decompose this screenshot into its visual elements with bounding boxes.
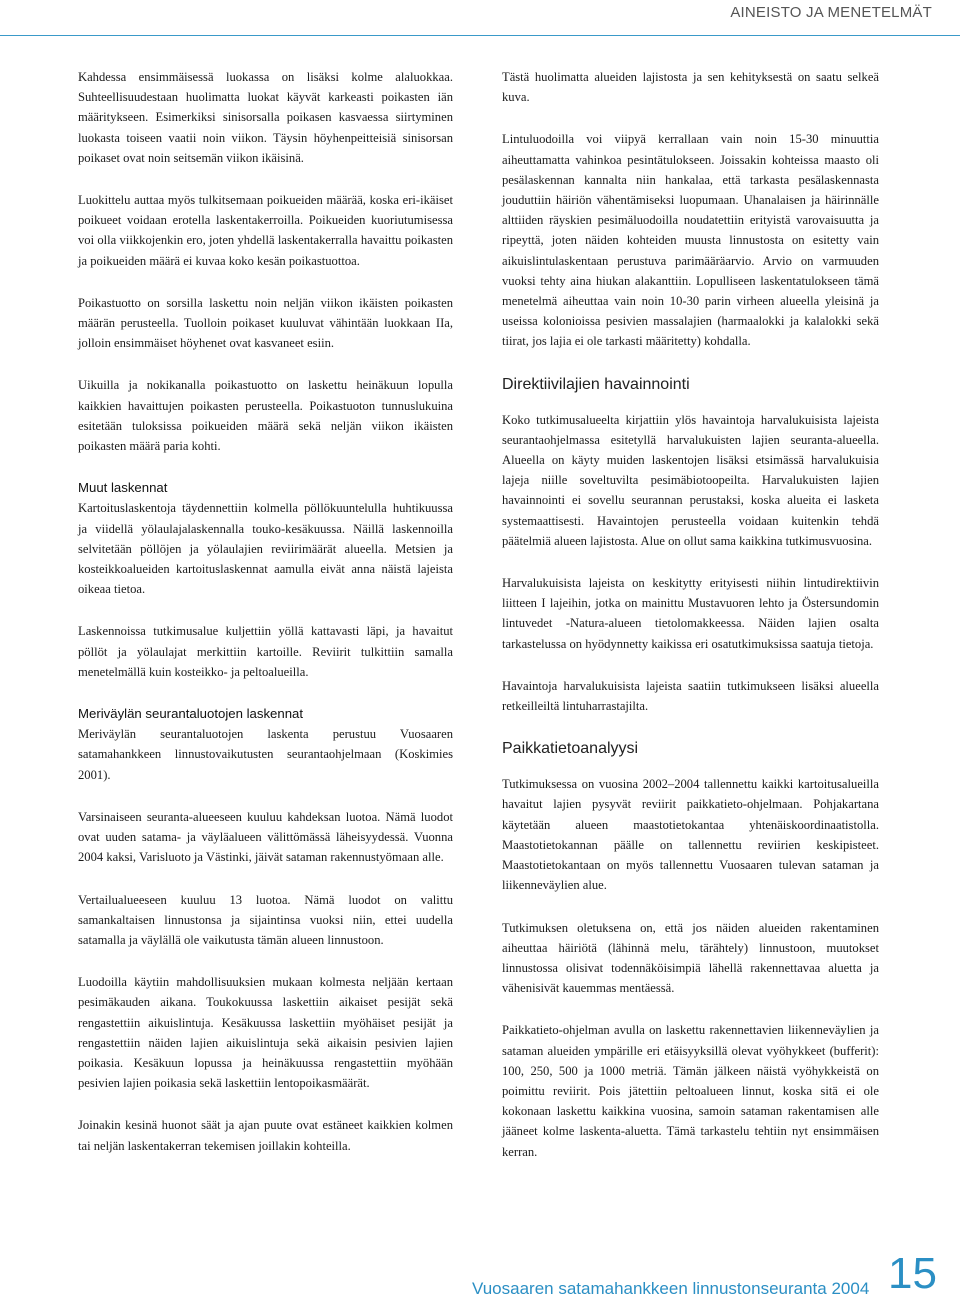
paragraph: Lintuluodoilla voi viipyä kerrallaan vain noin 15-30 minuuttia aiheuttamatta vahinkoa pesintätulokseen. Joissakin kohteissa maasto oli pesälaskennan kannalta niin hankalaa, että tarkasta pesälaskennasta jouduttiin häiriön vähentämiseksi luopumaan. Uhanalaisen ja häirinnälle alttiiden räyskien pesimäluodoilla noudatettiin erityistä varovaisuutta ja ripeyttä, joten näiden kohteiden muusta linnustosta on esitetty vain aikuislintulaskentaan perustuva parimääräarvio. Arvio on varmuuden vuoksi tehty aina hiukan alakanttiin. Lopulliseen laskentatulokseen tämä menetelmä aiheuttaa vain noin 10-30 parin virheen alueella yleisinä ja useissa kolonioissa pesivien massalajien (harmaalokki ja kalalokki sekä tiirat, jos lajia ei ole tarkasti määritetty) kohdalla.: [502, 132, 879, 349]
header-rule: [0, 35, 960, 36]
paragraph: Uikuilla ja nokikanalla poikastuotto on laskettu heinäkuun lopulla kaikkien havaittujen poikasten perusteella. Poikastuoton tunnuslukuina esitetään tuloksissa poikueiden määrä sekä neljän viikon ikäisten poikasten määrä paria kohti.: [78, 378, 453, 454]
paragraph: Meriväylän seurantaluotojen laskenta perustuu Vuosaaren satamahankkeen linnustovaikutusten seurantaohjelmaan (Koskimies 2001).: [78, 727, 453, 782]
subheading-muut-laskennat: Muut laskennat: [78, 480, 168, 496]
paragraph: Varsinaiseen seuranta-alueeseen kuuluu kahdeksan luotoa. Nämä luodot ovat uuden satama- ja väyläalueen välittömässä läheisyydessä. Vuonna 2004 kaksi, Varisluoto ja Västinki, jäivät sataman rakennustyömaan alle.: [78, 809, 453, 865]
paragraph: Kahdessa ensimmäisessä luokassa on lisäksi kolme alaluokkaa. Suhteellisuudestaan huolimatta luokat käyvät karkeasti poikasten iän määritykseen. Esimerkiksi sinisorsalla poikasen kasvaessa siirtyminen luokasta toiseen vaatii noin viikon. Täysin höyhenpeitteisiä sinisorsan poikaset ovat noin seitsemän viikon ikäisinä.: [78, 70, 453, 165]
heading-direktiivilajien: Direktiivilajien havainnointi: [502, 375, 690, 393]
paragraph: Paikkatieto-ohjelman avulla on laskettu rakennettavien liikenneväylien ja sataman alueiden ympärille eri etäisyyksillä olevat vyöhykkeet (bufferit): 100, 250, 500 ja 1000 metriä. Tämän jälkeen näistä vyöhykkeistä on poimittu reviirit. Pois jätettiin peltoalueen linnut, koska sitä ei ole kokonaan laskettu kaikkina vuosina, samoin sataman rakentamisen alle jääneet kolme laskenta-aluetta. Tämä tarkastelu tehtiin nyt ensimmäisen kerran.: [502, 1023, 879, 1159]
paragraph: Poikastuotto on sorsilla laskettu noin neljän viikon ikäisten poikasten määrän perusteella. Tuolloin poikaset kuuluvat vähintään luokkaan IIa, jolloin ensimmäiset höyhenet ovat kasvaneet esiin.: [78, 295, 453, 351]
paragraph: Vertailualueeseen kuuluu 13 luotoa. Nämä luodot on valittu samankaltaisen linnustonsa ja sijaintinsa vuoksi niin, ettei uudella satamalla ja väylällä ole vaikutusta tämän alueen linnustoon.: [78, 892, 453, 947]
paragraph: Luodoilla käytiin mahdollisuuksien mukaan kolmesta neljään kertaan pesimäkauden aikana. Toukokuussa laskettiin aikaiset pesijät sekä rengastettiin aikuislintuja. Kesäkuussa laskettiin myöhäiset pesijät ja rengastettiin näiden lajien aikuislintuja sekä aikaisin pesivien lajien poikasia. Kesäkuun lopussa ja heinäkuussa rengastettiin myöhään pesivien lajien poikasia sekä laskettiin lentopoikasmäärät.: [78, 975, 453, 1091]
publication-title: Vuosaaren satamahankkeen linnustonseuranta 2004: [472, 1279, 870, 1298]
right-column: [502, 67, 879, 1184]
paragraph: Kartoituslaskentoja täydennettiin kolmella pöllökuuntelulla huhtikuussa ja viidellä yölaulajalaskennalla touko-kesäkuussa. Näillä laskennoilla selvitetään pöllöjen ja yölaulajien reviirimäärät alueella. Metsien ja kosteikkoalueiden kartoituslaskennat aamulla eivät anna näistä lajeista oikeaa tietoa.: [78, 501, 453, 597]
paragraph: Havaintoja harvalukuisista lajeista saatiin tutkimukseen lisäksi alueella retkeilleiltä lintuharrastajilta.: [502, 678, 879, 714]
paragraph: Tästä huolimatta alueiden lajistosta ja sen kehityksestä on saatu selkeä kuva.: [502, 70, 879, 105]
paragraph: Tutkimuksessa on vuosina 2002–2004 tallennettu kaikki kartoitusalueilla havaitut lajien pysyvät reviirit paikkatieto-ohjelmaan. Pohjakartana käytetään alueen maastotietokantaa yhtenäiskoordinaatistolla. Maastotietokannan päälle on tallennettu reviirien keskipisteet. Maastotietokantaan on myös tallennettu Vuosaaren tulevan sataman ja liikenneväylien alue.: [502, 777, 879, 893]
paragraph: Koko tutkimusalueelta kirjattiin ylös havaintoja harvalukuisista lajeista seurantaohjelmassa esitetyllä harvalukuisten lajien seuranta-alueella. Alueella on käyty muiden laskentojen lisäksi etsimässä harvalukuisia lajeja niille soveltuvilta pesimäbiotoopeilta. Harvalukuisten lajien havainnointi ei sovellu seurannan perustaksi, koska alueita ei lasketa systemaattisesti. Havaintojen perusteella voidaan kuitenkin tehdä päätelmiä alueen lajistosta. Alue on ollut sama kaikkina tutkimusvuosina.: [502, 412, 879, 548]
paragraph: Laskennoissa tutkimusalue kuljettiin yöllä kattavasti läpi, ja havaitut pöllöt ja yölaulajat merkittiin kartoille. Reviirit tulkittiin samalla menetelmällä kuin kosteikko- ja peltoalueilla.: [78, 624, 453, 679]
page-number: 15: [888, 1249, 937, 1298]
heading-paikkatietoanalyysi: Paikkatietoanalyysi: [502, 740, 639, 758]
paragraph: Harvalukuisista lajeista on keskitytty erityisesti niihin lintudirektiivin liitteen I lajeihin, jotka on mainittu Mustavuoren lehto ja Östersundomin lintuvedet -Natura-alueen tietolomakkeessa. Näiden lajien osalta tarkastelussa on hyödynnetty kaikissa eri osatutkimuksissa saatuja tietoja.: [502, 576, 879, 651]
section-tag: AINEISTO JA MENETELMÄT: [730, 4, 932, 21]
paragraph: Luokittelu auttaa myös tulkitsemaan poikueiden määrää, koska eri-ikäiset poikueet voidaan erotella laskentakerroilla. Poikueiden kuoriutumisessa voi olla viikkojenkin ero, joten yhdellä laskentakerralla havaittu poikasten ja poikueiden määrä ei kuvaa koko kesän poikastuottoa.: [78, 193, 453, 268]
subheading-merivayla: Meriväylän seurantaluotojen laskennat: [78, 706, 304, 722]
paragraph: Joinakin kesinä huonot säät ja ajan puute ovat estäneet kaikkien kolmen tai neljän laskentakerran tekemisen joillakin kohteilla.: [78, 1118, 453, 1153]
paragraph: Tutkimuksen oletuksena on, että jos näiden alueiden rakentaminen aiheuttaa häiriötä (lähinnä melu, tärähtely) linnustoon, muutokset linnustossa olisivat todennäköisimpiä lähellä rakennettavaa aluetta ja vähenisivät kauemmas mentäessä.: [502, 920, 879, 996]
left-column: [78, 67, 453, 1178]
